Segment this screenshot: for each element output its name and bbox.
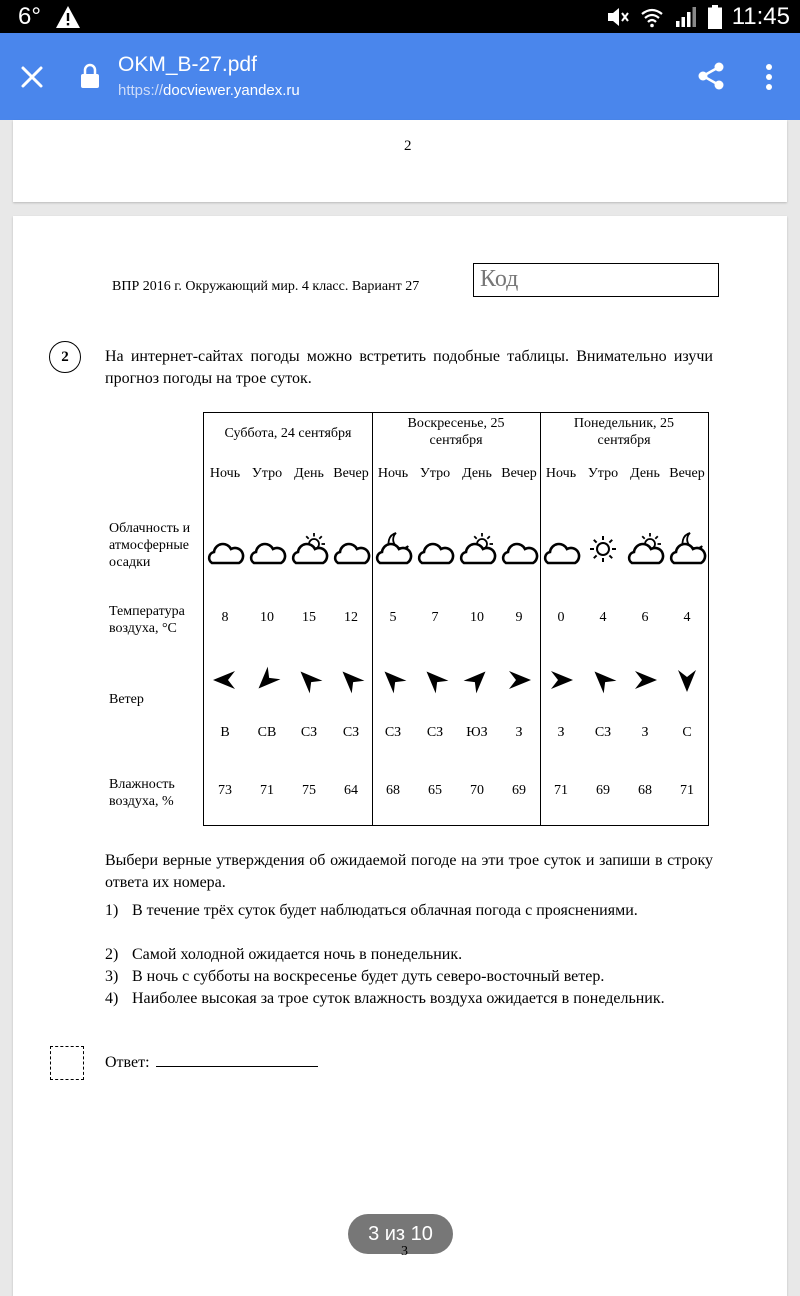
wind-arrow-icon <box>204 663 246 697</box>
option-number: 3) <box>105 968 119 985</box>
warning-icon <box>55 5 81 29</box>
lock-icon <box>80 63 100 89</box>
wind-direction-label: С <box>682 725 692 740</box>
weather-cloud-icon <box>246 529 288 569</box>
humidity-value: 68 <box>638 783 652 798</box>
wind-arrow-icon <box>666 663 708 697</box>
wind-arrow-icon <box>582 663 624 697</box>
row-label-temperature: Температура воздуха, °С <box>109 604 185 636</box>
day-header: Понедельник, 25 сентября <box>573 416 675 448</box>
time-of-day-label: Утро <box>251 466 283 481</box>
wind-arrow-icon <box>624 663 666 697</box>
time-of-day-label: День <box>294 466 324 481</box>
row-label-wind: Ветер <box>109 692 144 707</box>
humidity-value: 68 <box>386 783 400 798</box>
page-indicator[interactable]: 3 из 10 <box>348 1214 453 1254</box>
temperature-value: 15 <box>302 610 316 625</box>
answer-line[interactable] <box>105 1052 318 1072</box>
wind-direction-label: СВ <box>257 725 277 740</box>
time-of-day-label: Вечер <box>501 466 537 481</box>
humidity-value: 69 <box>512 783 526 798</box>
status-bar <box>0 0 800 33</box>
option-number: 4) <box>105 990 119 1007</box>
time-of-day-label: Вечер <box>669 466 705 481</box>
option-number: 2) <box>105 946 119 963</box>
weather-moon-cloud-icon <box>666 529 708 569</box>
humidity-value: 69 <box>596 783 610 798</box>
page-header: ВПР 2016 г. Окружающий мир. 4 класс. Вариант 27 <box>112 279 420 294</box>
page-number: 2 <box>404 138 412 154</box>
humidity-value: 71 <box>680 783 694 798</box>
weather-sun-icon <box>582 529 624 569</box>
temperature-value: 4 <box>599 610 607 625</box>
wind-direction-label: З <box>641 725 649 740</box>
url-host: docviewer.yandex.ru <box>163 82 300 99</box>
weather-cloud-icon <box>498 529 540 569</box>
option-text: В течение трёх суток будет наблюдаться облачная погода с прояснениями. <box>132 902 638 919</box>
option-text: Наиболее высокая за трое суток влажность воздуха ожидается в понедельник. <box>132 990 665 1007</box>
weather-sun-cloud-icon <box>624 529 666 569</box>
app-toolbar <box>0 33 800 120</box>
wind-arrow-icon <box>414 663 456 697</box>
row-label-cloud: Облачность и атмосферные осадки <box>109 521 191 570</box>
wind-direction-label: СЗ <box>300 725 318 740</box>
time-of-day-label: День <box>630 466 660 481</box>
time-of-day-label: Ночь <box>545 466 577 481</box>
humidity-value: 65 <box>428 783 442 798</box>
answer-underline <box>156 1052 318 1067</box>
wind-direction-label: СЗ <box>426 725 444 740</box>
wifi-icon <box>640 6 664 28</box>
instruction-text: Выбери верные утверждения об ожидаемой погоде на эти трое суток и запиши в строку ответа их номера. <box>105 852 713 891</box>
day-header: Воскресенье, 25 сентября <box>407 416 505 448</box>
answer-score-box <box>50 1046 84 1080</box>
temperature-value: 4 <box>683 610 691 625</box>
weather-cloud-icon <box>330 529 372 569</box>
weather-cloud-icon <box>204 529 246 569</box>
temperature-indicator: 6° <box>18 3 41 30</box>
time-of-day-label: Утро <box>587 466 619 481</box>
weather-sun-cloud-icon <box>288 529 330 569</box>
wind-direction-label: З <box>515 725 523 740</box>
humidity-value: 64 <box>344 783 358 798</box>
option-item <box>105 988 713 1032</box>
wind-arrow-icon <box>246 663 288 697</box>
wind-direction-label: СЗ <box>594 725 612 740</box>
weather-cloud-icon <box>540 529 582 569</box>
time-of-day-label: День <box>462 466 492 481</box>
wind-direction-label: ЮЗ <box>466 725 488 740</box>
weather-moon-cloud-icon <box>372 529 414 569</box>
code-box <box>473 263 719 297</box>
weather-forecast-table <box>203 412 709 826</box>
url-scheme: https:// <box>118 82 164 99</box>
question-number: 2 <box>49 341 81 373</box>
option-item <box>105 944 713 966</box>
more-options-icon[interactable] <box>760 61 778 93</box>
time-of-day-label: Утро <box>419 466 451 481</box>
option-text: В ночь с субботы на воскресенье будет дуть северо-восточный ветер. <box>132 968 605 985</box>
mute-icon <box>606 6 630 28</box>
weather-sun-cloud-icon <box>456 529 498 569</box>
temperature-value: 9 <box>515 610 523 625</box>
option-item <box>105 900 713 944</box>
document-title: OKM_B-27.pdf <box>118 53 257 76</box>
humidity-value: 73 <box>218 783 232 798</box>
wind-arrow-icon <box>540 663 582 697</box>
temperature-value: 5 <box>389 610 397 625</box>
clock: 11:45 <box>731 3 790 30</box>
wind-direction-label: СЗ <box>342 725 360 740</box>
wind-arrow-icon <box>288 663 330 697</box>
document-url <box>118 82 300 99</box>
share-icon[interactable] <box>696 61 726 91</box>
signal-icon <box>674 6 698 28</box>
row-label-humidity: Влажность воздуха, % <box>109 777 175 809</box>
temperature-value: 0 <box>557 610 565 625</box>
battery-icon <box>708 5 722 29</box>
temperature-value: 12 <box>344 610 358 625</box>
wind-direction-label: В <box>220 725 230 740</box>
temperature-value: 10 <box>260 610 274 625</box>
temperature-value: 8 <box>221 610 229 625</box>
wind-direction-label: З <box>557 725 565 740</box>
code-label: Код <box>480 266 519 292</box>
time-of-day-label: Ночь <box>377 466 409 481</box>
pdf-page-current <box>13 216 787 1296</box>
humidity-value: 75 <box>302 783 316 798</box>
weather-cloud-icon <box>414 529 456 569</box>
temperature-value: 10 <box>470 610 484 625</box>
pdf-page-previous <box>13 120 787 202</box>
page-number-bottom: 3 <box>401 1244 408 1259</box>
option-item <box>105 966 713 988</box>
temperature-value: 7 <box>431 610 439 625</box>
answer-label: Ответ: <box>105 1054 150 1071</box>
question-text: На интернет-сайтах погоды можно встретить подобные таблицы. Внимательно изучи прогноз погоды на трое суток. <box>105 348 713 387</box>
temperature-value: 6 <box>641 610 649 625</box>
close-icon[interactable] <box>18 63 46 91</box>
wind-direction-label: СЗ <box>384 725 402 740</box>
time-of-day-label: Ночь <box>209 466 241 481</box>
day-header: Суббота, 24 сентября <box>224 426 352 441</box>
wind-arrow-icon <box>498 663 540 697</box>
wind-arrow-icon <box>456 663 498 697</box>
humidity-value: 71 <box>260 783 274 798</box>
option-text: Самой холодной ожидается ночь в понедельник. <box>132 946 463 963</box>
wind-arrow-icon <box>330 663 372 697</box>
time-of-day-label: Вечер <box>333 466 369 481</box>
wind-arrow-icon <box>372 663 414 697</box>
option-number: 1) <box>105 902 119 919</box>
humidity-value: 71 <box>554 783 568 798</box>
humidity-value: 70 <box>470 783 484 798</box>
